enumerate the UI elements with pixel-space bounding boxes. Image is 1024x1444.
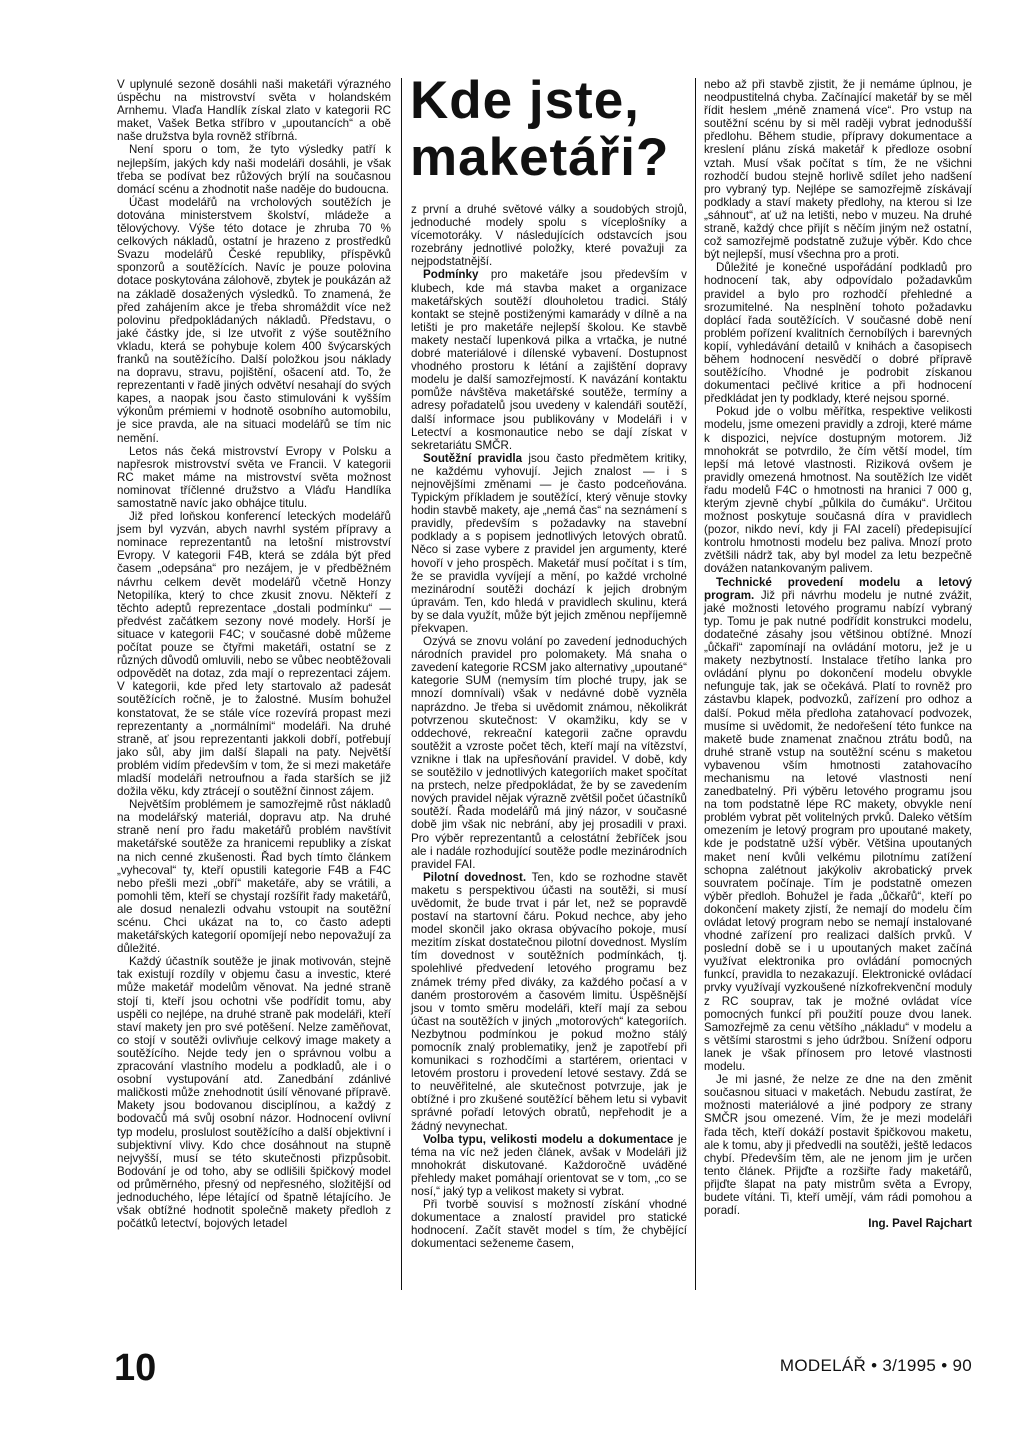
paragraph: Každý účastník soutěže je jinak motivován, stejně tak existují rozdíly v objemu času a investic, které může maketář modelům věnovat. Na jedné straně stojí ti, kteří jsou ochotni vše podřídit tomu, aby uspěli co nejlépe, na druhé straně pak modeláři, kteří staví makety jen pro své potěšení. Nelze zaměňovat, co stojí v soutěži ovlivňuje celkový image makety a soutěžícího. Nejde tedy jen o správnou volbu a zpracování vlastního modelu a podkladů, ale i o osobní vystupování atd. Zanedbání zdánlivé maličkosti může znehodnotit úsilí věnované přípravě. Makety jsou bodovanou disciplínou, a každý z bodovačů má svůj osobní názor. Hodnocení ovlivní typ modelu, proslulost soutěžícího a další objektivní i subjektivní vlivy. Kdo chce dosáhnout na stupně nejvyšší, musí se této skutečnosti přizpůsobit. Bodování je od toho, aby se odlišili špičkový model od průměrného, přesný od nepřesného, složitější od jednoduchého, lépe létající od špatně létajícího. Je však obtížné hodnotit společně makety předloh z počátků letectví, bojových letadel [117,955,391,1231]
paragraph: Již před loňskou konferencí leteckých modelářů jsem byl vyzván, abych navrhl systém přípravy a nominace reprezentantů na letošní mistrovství Evropy. V kategorii F4B, která se zdála být před časem „odepsána“ pro nezájem, je v předběžném návrhu celkem devět modelářů včetně Honzy Netopilíka, který to chce zkusit znovu. Někteří z těchto adeptů reprezentace „dostali podmínku“ — předvést začátkem sezony nové modely. Horší je situace v kategorii F4C; v současné době můžeme počítat pouze se čtyřmi maketáři, ostatní se z různých důvodů omluvili, nebo se vůbec neobtěžovali odpovědět na dotaz, zda mají o reprezentaci zájem. V kategorii, kde před lety startovalo až padesát soutěžících ročně, je to žalostné. Musím bohužel konstatovat, že se stále více rozevírá propast mezi reprezentanty a „normálními“ modeláři. Na druhé straně, ať jsou reprezentanti jakkoli dobří, potřebují jako sůl, aby jim další šlapali na paty. Největší problém vidím především v tom, že si mezi maketáře mladší modeláři netroufnou a řada starších se již dožila věku, kdy ztrácejí o soutěžní činnost zájem. [117,510,391,799]
section-lead: Pilotní dovednost. [423,870,527,884]
author-signature: Ing. Pavel Rajchart [868,1217,972,1231]
article-column-1 [117,78,391,1230]
paragraph-text: Ten, kdo se rozhodne stavět maketu s perspektivou účasti na soutěži, si musí uvědomit, že bude trvat i pár let, než se popravdě postaví na startovní čáru. Pokud nechce, aby jeho model skončil jako okrasa obývacího pokoje, musí mezitím získat dostatečnou pilotní dovednost. Myslím tím dovednost v soutěžních podmínkách, tj. spolehlivé předvedení letového programu bez známek trémy před diváky, za každého počasí a v daném prostorovém a časovém limitu. Úspěšnější jsou v tomto směru modeláři, kteří mají za sebou účast na soutěžích v jiných „motorových“ kategoriích. Nezbytnou podmínkou je pokud možno stálý pomocník znalý problematiky, jenž je zapotřebí při komunikaci s rozhodčími a startérem, orientaci v letovém prostoru i provedení letové sestavy. Zdá se to neuvěřitelné, ale skutečnost potvrzuje, jak je obtížné i pro zkušené soutěžící během letu si vybavit správné pořadí letových obratů, nepřehodit je a žádný nevynechat. [411,870,687,1133]
article-column-3 [704,78,972,1230]
paragraph [411,452,687,635]
paragraph: Pokud jde o volbu měřítka, respektive velikosti modelu, jsme omezeni pravidly a zdroji, které máme k dispozici, nejvíce dostupným motorem. Již mnohokrát se potvrdilo, že čím větší model, tím lepší má letové vlastnosti. Riziková ovšem je pravidly omezená hmotnost. Na soutěžích lze vidět řadu modelů F4C o hmotnosti na hranici 7 000 g, kterým zjevně chybí „půlkila do čumáku“. Určitou možnost poskytuje současná díra v pravidlech (pozor, nikdo neví, kdy ji FAI zacelí) předepisující kontrolu hmotnosti modelu bez paliva. Mnozí proto zvětšili nádrž tak, aby byl model za letu bezpečně dovážen natankovaným palivem. [704,405,972,576]
paragraph: Je mi jasné, že nelze ze dne na den změnit současnou situaci v maketách. Nebudu zastírat, že možnosti materiálové a jiné podpory ze strany SMČR jsou omezené. Vím, že je mezi modeláři řada těch, kteří dokáží postavit špičkovou maketu, ale k tomu, aby ji předvedli na soutěži, ještě ledacos chybí. Především těm, ale ne jenom jim je určen tento článek. Přijďte a rozšiřte řady maketářů, přijďte šlapat na paty mistrům světa a Evropy, budete vítáni. Ti, kteří umějí, vám rádi pomohou a poradí. [704,1073,972,1218]
paragraph: nebo až při stavbě zjistit, že ji nemáme úplnou, je neodpustitelná chyba. Začínající maketář by se měl řídit heslem „méně znamená více“. Pro vstup na soutěžní scénu by si měl raději vybrat jednodušší předlohu. Během studie, přípravy dokumentace a kreslení plánu získá maketář k předloze osobní vztah. Musí však počítat s tím, že ne všichni rozhodčí budou stejně horlivě sdílet jeho nadšení pro vybraný typ. Nejlépe se samozřejmě získávají podklady a staví makety předlohy, na kterou si lze „sáhnout“, ať už na letišti, nebo v muzeu. Na druhé straně, každý chce přijít s něčím jiným než ostatní, což samozřejmě podstatně zužuje výběr. Kdo chce být nejlepší, musí všechna pro a proti. [704,78,972,262]
paragraph [411,871,687,1133]
paragraph: Není sporu o tom, že tyto výsledky patří k nejlepším, jakých kdy naši modeláři dosáhli, je však třeba se podívat bez růžových brýlí na současnou domácí scénu a zhodnotit naše naděje do budoucna. [117,143,391,196]
paragraph: Účast modelářů na vrcholových soutěžích je dotována ministerstvem školství, mládeže a tělovýchovy. Výše této dotace je zhruba 70 % celkových nákladů, ostatní je hrazeno z prostředků Svazu modelářů České republiky, příspěvků sponzorů a soutěžících. Navíc je pouze polovina dotace poskytována zálohově, zbytek je poukázán až na základě dosažených výsledků. To znamená, že před zahájením akce je třeba shromáždit více než polovinu předpokládaných nákladů. Představu, o jaké částky jde, si lze utvořit z výše soutěžního vkladu, která se pohybuje kolem 400 švýcarských franků na soutěžícího. Další položkou jsou náklady na dopravu, stravu, pojištění, ošacení atd. To, že reprezentanti v řadě jiných odvětví nesahají do svých kapes, a naopak jsou často stimulováni k vyšším výkonům prémiemi v hodnotě osobního automobilu, je sice pravda, ale na situaci modelářů se tím nic nemění. [117,195,391,445]
paragraph [411,1133,687,1198]
paragraph: Při tvorbě souvisí s možností získání vhodné dokumentace a znalostí pravidel pro statické hodnocení. Začít stavět model s tím, že chybějící dokumentaci seženeme časem, [411,1198,687,1251]
column-divider [695,78,696,1290]
paragraph: Důležité je konečné uspořádání podkladů pro hodnocení tak, aby odpovídalo požadavkům pravidel a bylo pro rozhodčí přehledné a srozumitelné. Na nesplnění tohoto požadavku doplácí řada soutěžících. V současné době není problém pořízení kvalitních černobílých i barevných kopií, vyhledávání detailů v knihách a časopisech během hodnocení nesvědčí o dobré přípravě soutěžícího. Vhodné je podrobit získanou dokumentaci pečlivé kritice a při hodnocení předkládat jen ty podklady, které nejsou sporné. [704,261,972,406]
section-lead: Technické provedení modelu a letový program. [704,575,972,602]
paragraph-text: pro maketáře jsou především v klubech, kde má stavba maket a organizace maketářských soutěží dlouholetou tradici. Stálý kontakt se stejně postiženými kamarády v dílně a na letišti je pro maketáře nejlepší školou. Ke stavbě makety nestačí lupenková pilka a vrtačka, je nutné dobré materiálové i dílenské vybavení. Dostupnost vhodného prostoru k létání a zajištění dopravy modelu je další samozřejmostí. K navázání kontaktu pomůže návštěva maketářské soutěže, termíny a adresy pořadatelů jsou uvedeny v kalendáři soutěží, další informace jsou publikovány v Modeláři i v Letectví a kosmonautice nebo se dají získat v sekretariátu SMČR. [411,268,687,452]
paragraph: V uplynulé sezoně dosáhli naši maketáři výrazného úspěchu na mistrovství světa v holandském Arnhemu. Vlaďa Handlík získal zlato v kategorii RC maket, Vašek Betka stříbro v „upoutancích“ a obě naše družstva byla rovněž stříbrná. [117,78,391,144]
paragraph-text: je téma na víc než jeden článek, avšak v Modeláři již mnohokrát diskutované. Každoročně uváděné přehledy maket pomáhají orientovat se v tom, „co se nosí,“ jaký typ a velikost makety si vybrat. [411,1132,687,1199]
paragraph-text: jsou často předmětem kritiky, ne každému vyhovují. Jejich znalost — i s nejnovějšími změnami — je často podceňována. Typickým příkladem je soutěžící, který věnuje stovky hodin stavbě makety, aje „nemá čas“ na seznámení s pravidly, především s požadavky na stavební podklady a s popisem jednotlivých letových obratů. Něco si zase vybere z pravidel jen argumenty, které hovoří v jeho prospěch. Maketář musí počítat i s tím, že se pravidla vyvíjejí a mění, po každé vrcholné mezinárodní soutěži dochází k jejich drobným úpravám. Ten, kdo hledá v pravidlech skulinu, která by se dala využít, může být jejich změnou nepříjemně překvapen. [411,451,687,635]
paragraph-text: Již při návrhu modelu je nutné zvážit, jaké možnosti letového programu nabízí vybraný typ. Tomu je pak nutné podřídit konstrukci modelu, dodatečné zásahy jsou většinou obtížné. Mnozí „ůčkaři“ zapomínají na ovládání motoru, jež je u makety nezbytností. Instalace třetího lanka pro ovládání plynu po dokončení modelu obvykle nefunguje tak, jak se očekává. Platí to rovněž pro zástavbu klapek, podvozků, zařízení pro odhoz a další. Pokud měla předloha zatahovací podvozek, musíme si uvědomit, že nedořešení této funkce na maketě bude znamenat značnou ztrátu bodů, na druhé straně vstup na soutěžní scénu s maketou vybavenou vším hmotnosti zatahovacího mechanismu na letové vlastnosti není zanedbatelný. Při výběru letového programu jsou na tom podstatně lépe RC makety, obvykle není problém vybrat pět volitelných prvků. Daleko větším omezením je letový program pro upoutané makety, kde je podstatně užší výběr. Většina upoutaných maket není kvůli velkému pilotnímu zatížení schopna zalétnout jakýkoliv akrobatický prvek souvratem počínaje. Tím je podstatně omezen výběr předloh. Bohužel je řada „ůčkařů“, kteří po dokončení makety zjistí, že nemají do modelu čím ovládat letový program nebo se nemají instalované vhodné zařízení pro realizaci dalších prvků. V poslední době se i u upoutaných maket začíná využívat elektronika pro ovládání pomocných funkcí, pravidla to nezakazují. Elektronické ovládací prvky využívají vyzkoušené nízkofrekvenční moduly z RC souprav, tak je možné ovládat více pomocných funkcí při použití pouze dvou lanek. Samozřejmě za cenu většího „nákladu“ v modelu a s většími starostmi s jeho údržbou. Snížení odporu lanek je však přínosem pro letové vlastnosti modelu. [704,588,972,1074]
column-divider [401,78,402,1290]
magazine-issue: MODELÁŘ • 3/1995 • 90 [779,1356,972,1375]
paragraph [704,576,972,1074]
article-headline: Kde jste, maketáři? [410,71,670,187]
section-lead: Soutěžní pravidla [423,451,523,465]
page-number: 10 [114,1347,157,1389]
paragraph: Letos nás čeká mistrovství Evropy v Polsku a napřesrok mistrovství světa ve Francii. V kategorii RC maket máme na mistrovství světa možnost nominovat tříčlenné družstvo a Vláďu Handlíka samostatně navíc jako obhájce titulu. [117,444,391,510]
article-column-2 [411,203,687,1251]
paragraph: Ozývá se znovu volání po zavedení jednoduchých národních pravidel pro polomakety. Má snaha o zavedení kategorie RCSM jako alternativy „upoutané“ kategorie SUM (nemysím tím ploché trupy, jak se mnozí domnívali) však v nedávné době vyzněla naprázdno. Je třeba si uvědomit známou, několikrát potvrzenou skutečnost: V okamžiku, kdy se v oddechové, rekreační kategorii začne opravdu soutěžit a vzroste počet těch, kteří mají na vítězství, vznikne i tlak na upřesňování pravidel. V době, kdy se soutěžilo v jednotlivých kategoriích maket spočítat na prstech, nelze předpokládat, že by se zavedením nových pravidel nějak výrazně zvětšil počet účastníků soutěží. Řada modelářů má jiný názor, v současné době jim však nic nebrání, aby jej prosadili v praxi. Pro výběr reprezentantů a celostátní žebříček jsou ale i nadále rozhodující soutěže podle mezinárodních pravidel FAI. [411,635,687,871]
paragraph: Největším problémem je samozřejmě růst nákladů na modelářský materiál, dopravu atp. Na druhé straně není pro řadu maketářů problém navštívit maketářské soutěže za hranicemi republiky a získat na nich cenné zkušenosti. Řad bych tímto článkem „vyhecoval“ ty, kteří opustili kategorie F4B a F4C nebo přešli mezi „obří“ maketáře, aby se vrátili, a pomohli těm, kteří se chystají rozšířit řady maketářů, ale dosud nenalezli odvahu vstoupit na soutěžní scénu. Chci ukázat na to, co často adepti maketářských kategorií opomíjejí nebo nepovažují za důležité. [117,798,391,956]
section-lead: Podmínky [423,268,479,282]
paragraph: z první a druhé světové války a soudobých strojů, jednoduché modely spolu s víceplošníky a vícemotoráky. V následujících odstavcích jsou rozebrány jednotlivé položky, které považuji za nejpodstatnější. [411,203,687,269]
paragraph [411,268,687,451]
section-lead: Volba typu, velikosti modelu a dokumentace [423,1132,674,1146]
